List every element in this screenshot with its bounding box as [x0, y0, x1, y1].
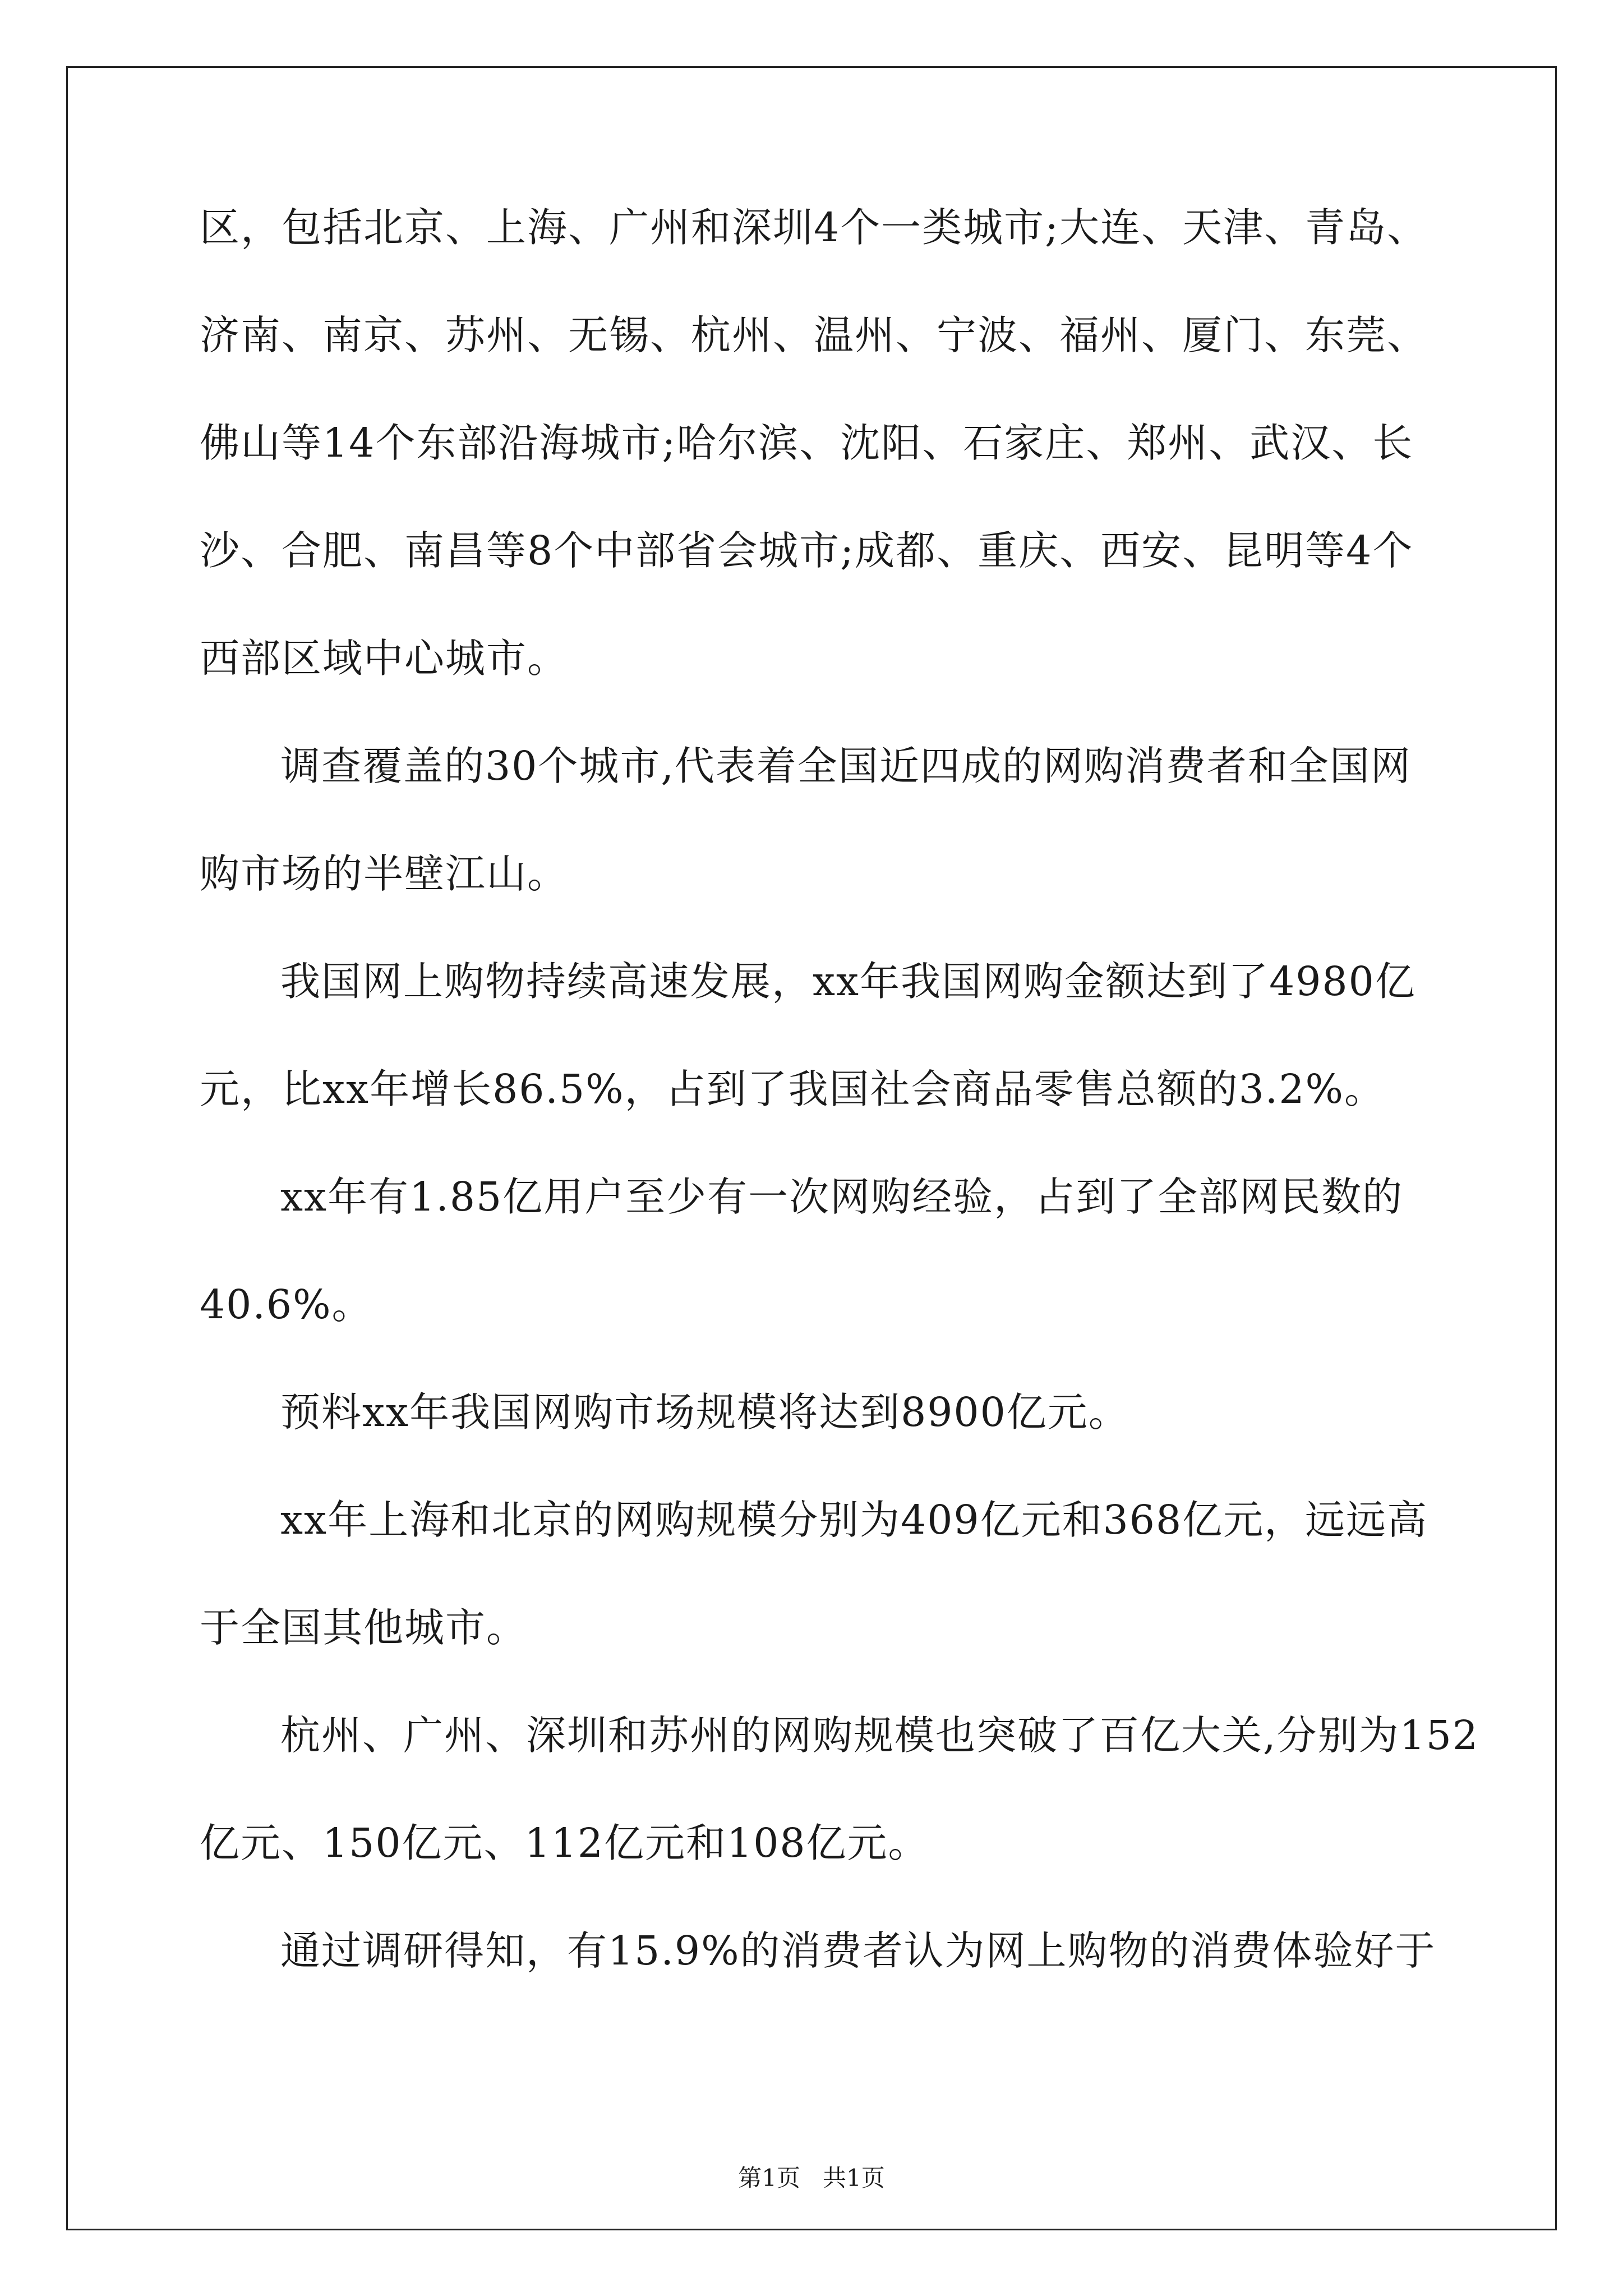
- text-line: 亿元、150亿元、112亿元和108亿元。: [200, 1820, 929, 1866]
- paragraph-first-line: xx年上海和北京的网购规模分别为409亿元和368亿元，远远高: [280, 1497, 1428, 1543]
- paragraph-first-line: 我国网上购物持续高速发展，xx年我国网购金额达到了4980亿: [280, 958, 1416, 1005]
- paragraph-first-line: xx年有1.85亿用户至少有一次网购经验，占到了全部网民数的: [280, 1174, 1404, 1220]
- text-line: 区，包括北京、上海、广州和深圳4个一类城市;大连、天津、青岛、: [200, 204, 1428, 251]
- paragraph-first-line: 通过调研得知，有15.9%的消费者认为网上购物的消费体验好于: [280, 1927, 1436, 1974]
- text-line: 西部区域中心城市。: [200, 635, 569, 682]
- paragraph-first-line: 调查覆盖的30个城市,代表着全国近四成的网购消费者和全国网: [280, 743, 1412, 789]
- text-line: 购市场的半壁江山。: [200, 850, 569, 897]
- page-number-footer: 第1页 共1页: [738, 2164, 885, 2192]
- text-line: 沙、合肥、南昌等8个中部省会城市;成都、重庆、西安、昆明等4个: [200, 527, 1414, 574]
- text-line: 济南、南京、苏州、无锡、杭州、温州、宁波、福州、厦门、东莞、: [200, 312, 1428, 358]
- paragraph-first-line: 杭州、广州、深圳和苏州的网购规模也突破了百亿大关,分别为152: [280, 1712, 1479, 1759]
- text-line: 元，比xx年增长86.5%，占到了我国社会商品零售总额的3.2%。: [200, 1066, 1386, 1112]
- text-line: 佛山等14个东部沿海城市;哈尔滨、沈阳、石家庄、郑州、武汉、长: [200, 420, 1414, 466]
- document-body: [200, 204, 1479, 2039]
- text-line: 于全国其他城市。: [200, 1604, 528, 1651]
- paragraph-first-line: 预料xx年我国网购市场规模将达到8900亿元。: [280, 1389, 1129, 1435]
- text-line: 40.6%。: [200, 1281, 373, 1328]
